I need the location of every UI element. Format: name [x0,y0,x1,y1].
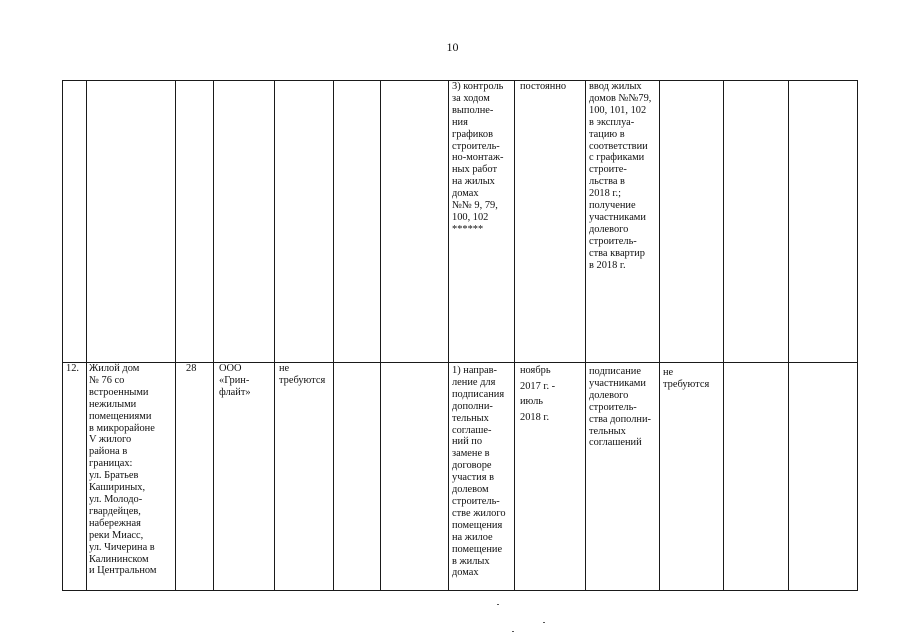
page-number: 10 [446,40,459,54]
column-border [723,80,724,591]
table-row-1-action: 3) контроль за ходом выполне- ния графиков строитель- но-монтаж- ных работ на жилых домах №№ 9, 79, 100, 102 ****** [452,81,504,235]
column-border [659,80,660,591]
column-border [175,80,176,591]
scan-speck [512,631,514,632]
table-row-1-result: ввод жилых домов №№79, 100, 101, 102 в эксплуа- тацию в соответствии с графиками строите- льства в 2018 г.; получение участниками долевого строитель- ства квартир в 2018 г. [589,81,652,271]
table-row-2-object: Жилой дом № 76 со встроенными нежилыми помещениями в микрорайоне V жилого района в границах: ул. Братьев Кашириных, ул. Молодо- гвардейцев, набережная реки Миасс, ул. Чичерина в Калининском и Центральном [89,363,157,577]
table-row-2-measures: не требуются [279,363,326,386]
scan-speck [543,622,545,623]
table-row-1-term: постоянно [520,81,567,92]
column-border [514,80,515,591]
table-row-2-action: 1) направ- ление для подписания дополни- тельных соглаше- ний по замене в договоре участия в долевом строитель- стве жилого помещения на жилое помещение в жилых домах [452,365,506,579]
column-border [274,80,275,591]
table-row-2-developer: ООО «Грин- флайт» [219,363,251,398]
column-border [585,80,586,591]
table-row-2-quantity: 28 [186,363,197,374]
column-border [333,80,334,591]
scan-speck [497,604,499,605]
table-bottom-border [62,590,858,591]
table-row-2-term: ноябрь 2017 г. - июль 2018 г. [520,365,556,423]
column-border [788,80,789,591]
column-border [380,80,381,591]
table-row-2-col11: не требуются [663,367,710,390]
column-border [213,80,214,591]
table-row-divider [62,362,858,363]
column-border [62,80,63,591]
column-border [448,80,449,591]
column-border [86,80,87,591]
table-row-2-result: подписание участниками долевого строитель- ства дополни- тельных соглашений [589,366,651,449]
column-border [857,80,858,591]
table-row-2-number: 12. [66,363,79,374]
